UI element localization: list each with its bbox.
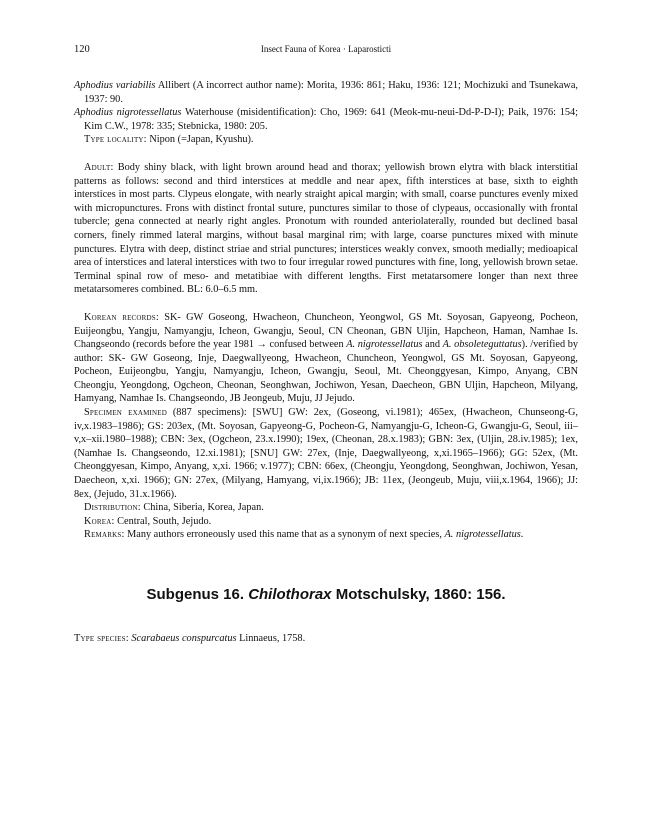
korean-records-text: SK- GW Goseong, Hwacheon, Chuncheon, Yeongwol, GS Mt. Soyosan, Gapyeong, Pocheon, Euijeongbu, Yangju, Namyangju, Icheon, Gwangju, Seoul, CN Cheonan, GBN Uljin, Hapcheon, Haman, Namhae Is. Changseondo (records before the year 1981 → confused between: [74, 311, 578, 351]
synonym-name: Aphodius variabilis: [74, 80, 156, 91]
distribution-label: Distribution:: [84, 502, 141, 514]
synonym-citation: Waterhouse (misidentification): Cho, 1969: 641 (Meok-mu-neui-Dd-P-D-I); Paik, 1976: 154; Kim C.W., 1978: 335; Stebnicka, 1980: 205.: [84, 107, 578, 132]
type-locality: [74, 133, 578, 147]
synonym-entry: [74, 106, 578, 133]
synonym-name: Aphodius nigrotessellatus: [74, 107, 182, 119]
remarks-end: .: [520, 529, 524, 541]
korean-records-label: Korean records:: [84, 311, 159, 323]
synonym-entry: [74, 79, 578, 106]
adult-label: Adult:: [84, 161, 114, 173]
distribution: [74, 501, 578, 515]
species-name: A. nigrotessellatus: [346, 339, 423, 351]
type-locality-text: Nipon (=Japan, Kyushu).: [146, 134, 254, 146]
korean-records: [74, 311, 578, 406]
remarks: [74, 528, 578, 542]
subgenus-name: Chilothorax: [248, 586, 332, 603]
subgenus-authority: Motschulsky, 1860: 156.: [331, 586, 506, 603]
type-species-name: Scarabaeus conspurcatus: [131, 633, 237, 644]
type-species-label: Type species:: [74, 633, 129, 644]
remarks-label: Remarks:: [84, 529, 125, 541]
korea-label: Korea:: [84, 515, 115, 527]
type-locality-label: Type locality:: [84, 134, 147, 146]
text-body: [74, 79, 578, 646]
korea-distribution: [74, 515, 578, 529]
synonym-citation: Allibert (A incorrect author name): Morita, 1936: 861; Haku, 1936: 121; Mochizuki and Tsunekawa, 1937: 90.: [84, 80, 579, 105]
species-name: A. obsoleteguttatus: [442, 339, 522, 351]
species-name: A. nigrotessellatus: [444, 529, 521, 541]
specimen-examined-label: Specimen examined: [84, 407, 168, 419]
running-title: Insect Fauna of Korea · Laparosticti: [260, 44, 392, 54]
remarks-text: Many authors erroneously used this name that as a synonym of next species,: [124, 529, 445, 541]
type-species: [74, 632, 578, 646]
page-number: 120: [74, 44, 90, 55]
korean-records-text: and: [422, 339, 443, 351]
korean-records-text: ). /verified by author: SK- GW Goseong, Inje, Daegwallyeong, Hwacheon, Chuncheon, Yeongwol, GS Mt. Soyosan, Gapyeong, Pocheon, Euijeongbu, Yangju, Namyangju, Icheon, Gwangju, Seoul, Mt. Cheonggyesan, Kimpo, Anyang, CBN Cheongju, Yeongdong, Ogcheon, Cheonan, Seonghwan, Jochiwon, Yesan, Daecheon, GBN Uljin, Hapcheon, Milyang, Hamyang, Namhae Is. Changseondo, JB Jeongeub, Muju, JJ Jejudo.: [74, 339, 579, 405]
subgenus-prefix: Subgenus 16.: [146, 586, 249, 603]
distribution-text: China, Siberia, Korea, Japan.: [140, 502, 264, 514]
subgenus-heading: [74, 585, 578, 605]
specimen-examined: [74, 406, 578, 501]
specimen-examined-text: (887 specimens): [SWU] GW: 2ex, (Goseong, vi.1981); 465ex, (Hwacheon, Chunseong-G, iv,x.1983–1986); GS: 203ex, (Mt. Soyosan, Gapyeong-G, Pocheon-G, Namyangju-G, Icheon-G, Gwangju-G, Seoul, iii–v,x–xii.1980–1988); CBN: 3ex, (Ogcheon, 23.x.1990); 19ex, (Cheonan, 28.x.1983); GBN: 3ex, (Uljin, 28.iv.1985); 1ex, (Namhae Is. Changseondo, 12.xi.1981); [SNU] GW: 27ex, (Inje, Daegwallyeong, x,xi.1965–1966); GG: 52ex, (Mt. Cheonggyesan, Kimpo, Anyang, x,xi. 1966; v.1977); CBN: 66ex, (Cheongju, Yeongdong, Seonghwan, Jochiwon, Yesan, Daecheon, x,xi. 1966); GN: 27ex, (Milyang, Hamyang, vi,ix.1966); JB: 11ex, (Jeongeub, Muju, viii,x.1964, 1966); JJ: 8ex, (Jejudo, 31.x.1966).: [74, 407, 578, 500]
type-species-authority: Linnaeus, 1758.: [236, 633, 306, 644]
korea-text: Central, South, Jejudo.: [114, 515, 212, 527]
adult-text: Body shiny black, with light brown around head and thorax; yellowish brown elytra with black interstitial patterns as follows: second and third interstices at meddle and near apex, fifth interstices at base, sixth to eighth interstices in most parts. Clypeus elongate, with nearly straight apical margin; with small, coarse punctures evenly mixed with micropunctures. Frons with distinct frontal suture, punctures similar to those of clypeaus, occasionally with frontal tubercle; gena connected at nearly right angles. Pronotum with rounded anteriolaterally, rounded but declined basal corners, finely rimmed lateral margins, without basal marginal rim; with large, coarse punctures mixed with minute punctures. Elytra with deep, distinct striae and strial punctures; interstices weakly convex, smooth medially; medioapical area of interstices and lateral interstices with two to four irregular rowed punctures with fine, long, yellowish brown setae. Terminal spinal row of meso- and metatibiae with different lengths. First metatarsomere longer than next three metatarsomeres combined. BL: 6.0–6.5 mm.: [74, 161, 578, 296]
adult-description: [74, 161, 578, 297]
page-header: [74, 44, 578, 58]
